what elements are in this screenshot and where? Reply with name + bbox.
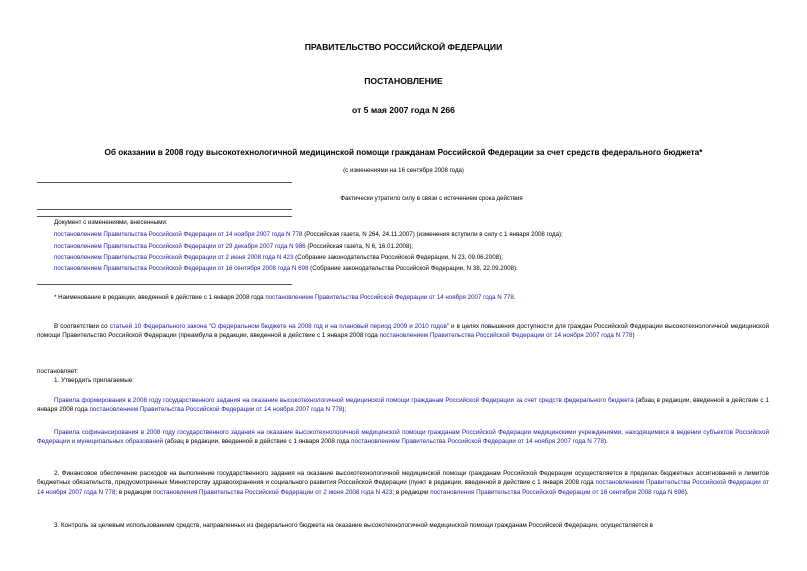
footnote: * Наименование в редакции, введенной в действие с 1 января 2008 года постановлением Правительства Российской Федерации от 14 ноября 2007 года N 778. [54,294,516,301]
preamble-paragraph: В соответствии со статьей 10 Федерального закона "О федеральном бюджете на 2008 год и на плановый период 2009 и 2010 годов" и в целях повышения доступности для граждан Российской Федерации высокотехнологичной медицинской помощи Правительство Российской Федерации (преамбула в редакции, введенной в действие с 1 января 2008 года постановлением Правительства Российской Федерации от 14 ноября 2007 года N 778) [37,323,769,340]
edition-item: постановлением Правительства Российской Федерации от 16 сентября 2008 года N 698 (Собрание законодательства Российской Федерации, N 38, 22.09.2008). [54,265,518,272]
edition-link[interactable]: постановлением Правительства Российской Федерации от 16 сентября 2008 года N 698 [54,265,309,272]
divider [37,182,292,183]
changes-note: (с изменениями на 16 сентября 2008 года) [343,167,464,174]
resolution-link[interactable]: постановлением Правительства Российской Федерации от 14 ноября 2007 года N 778 [351,438,604,446]
item-1: 1. Утвердить прилагаемые: [54,377,134,384]
edition-link[interactable]: постановлением Правительства Российской Федерации от 29 декабря 2007 года N 986 [54,243,306,250]
edition-item: постановлением Правительства Российской Федерации от 14 ноября 2007 года N 778 (Российская газета, N 264, 24.11.2007) (изменения вступили в силу с 1 января 2008 года); [54,231,563,238]
document-type: ПОСТАНОВЛЕНИЕ [364,76,443,86]
rules-paragraph-2: Правила софинансирования в 2008 году государственного задания на оказание высокотехнологичной медицинской помощи гражданам Российской Федерации медицинскими учреждениями, находящимися в ведении субъектов Российской Федерации и муниципальных образований (абзац в редакции, введенной в действие с 1 января 2008 года постановлением Правительства Российской Федерации от 14 ноября 2007 года N 778). [37,429,769,446]
resolution-link[interactable]: постановления Правительства Российской Федерации от 16 сентября 2008 года N 698 [430,488,685,496]
divider [37,209,292,210]
document-date-number: от 5 мая 2007 года N 266 [352,105,455,115]
rules-paragraph-1: Правила формирования в 2008 году государственного задания на оказание высокотехнологичной медицинской помощи гражданам Российской Федерации за счет средств федерального бюджета (абзац в редакции, введенной в действие с 1 января 2008 года постановлением Правительства Российской Федерации от 14 ноября 2007 года N 778); [37,397,770,414]
rules-link[interactable]: Правила софинансирования в 2008 году государственного задания на оказание высокотехнологичной медицинской помощи гражданам Российской Федерации медицинскими учреждениями, находящимися в ведении субъектов Российской Федерации и муниципальных образований [37,429,769,446]
divider [37,284,292,285]
edition-link[interactable]: постановлением Правительства Российской Федерации от 14 ноября 2007 года N 778 [54,231,303,238]
item-2-paragraph: 2. Финансовое обеспечение расходов на выполнение государственного задания на оказание высокотехнологичной медицинской помощи гражданам Российской Федерации осуществляется в пределах бюджетных ассигнований и лимитов бюджетных обязательств, предусмотренных Министерству здравоохранения и социального развития Российской Федерации (пункт в редакции, введенной в действие с 1 января 2008 года постановлением Правительства Российской Федерации от 14 ноября 2007 года N 778; в редакции постановления Правительства Российской Федерации от 2 июня 2008 года N 423; в редакции постановления Правительства Российской Федерации от 16 сентября 2008 года N 698). [37,470,769,496]
item-3-paragraph: 3. Контроль за целевым использованием средств, направленных из федерального бюджета на оказание высокотехнологичной медицинской помощи гражданам Российской Федерации, осуществляется в [54,522,653,529]
divider [37,216,292,217]
edition-item: постановлением Правительства Российской Федерации от 29 декабря 2007 года N 986 (Российская газета, N 6, 16.01.2008); [54,243,414,250]
document-title: Об оказании в 2008 году высокотехнологичной медицинской помощи гражданам Российской Федерации за счет средств федерального бюджета* [104,148,703,157]
resolution-link[interactable]: постановлением Правительства Российской Федерации от 14 ноября 2007 года N 778 [89,406,343,414]
resolution-link[interactable]: постановлением Правительства Российской Федерации от 14 ноября 2007 года N 778 [379,332,633,340]
resolution-link[interactable]: постановлением Правительства Российской Федерации от 14 ноября 2007 года N 778 [37,479,769,496]
edition-link[interactable]: постановлением Правительства Российской Федерации от 2 июня 2008 года N 423 [54,254,294,261]
footnote-link[interactable]: постановлением Правительства Российской Федерации от 14 ноября 2007 года N 778 [265,294,514,301]
resolution-link[interactable]: постановления Правительства Российской Федерации от 2 июня 2008 года N 423 [153,488,393,496]
rules-link[interactable]: Правила формирования в 2008 году государственного задания на оказание высокотехнологичной медицинской помощи гражданам Российской Федерации за счет средств федерального бюджета [54,397,634,404]
postanovlyaet: постановляет: [37,368,79,375]
edition-item: постановлением Правительства Российской Федерации от 2 июня 2008 года N 423 (Собрание законодательства Российской Федерации, N 23, 09.06.2008); [54,254,503,261]
government-heading: ПРАВИТЕЛЬСТВО РОССИЙСКОЙ ФЕДЕРАЦИИ [304,42,503,52]
law-link[interactable]: статьей 10 Федерального закона "О федеральном бюджете на 2008 год и на плановый период 2009 и 2010 годов" [109,323,450,330]
expired-note: Фактически утратило силу в связи с истечением срока действия [340,195,523,202]
editions-intro: Документ с изменениями, внесенными: [54,219,168,226]
